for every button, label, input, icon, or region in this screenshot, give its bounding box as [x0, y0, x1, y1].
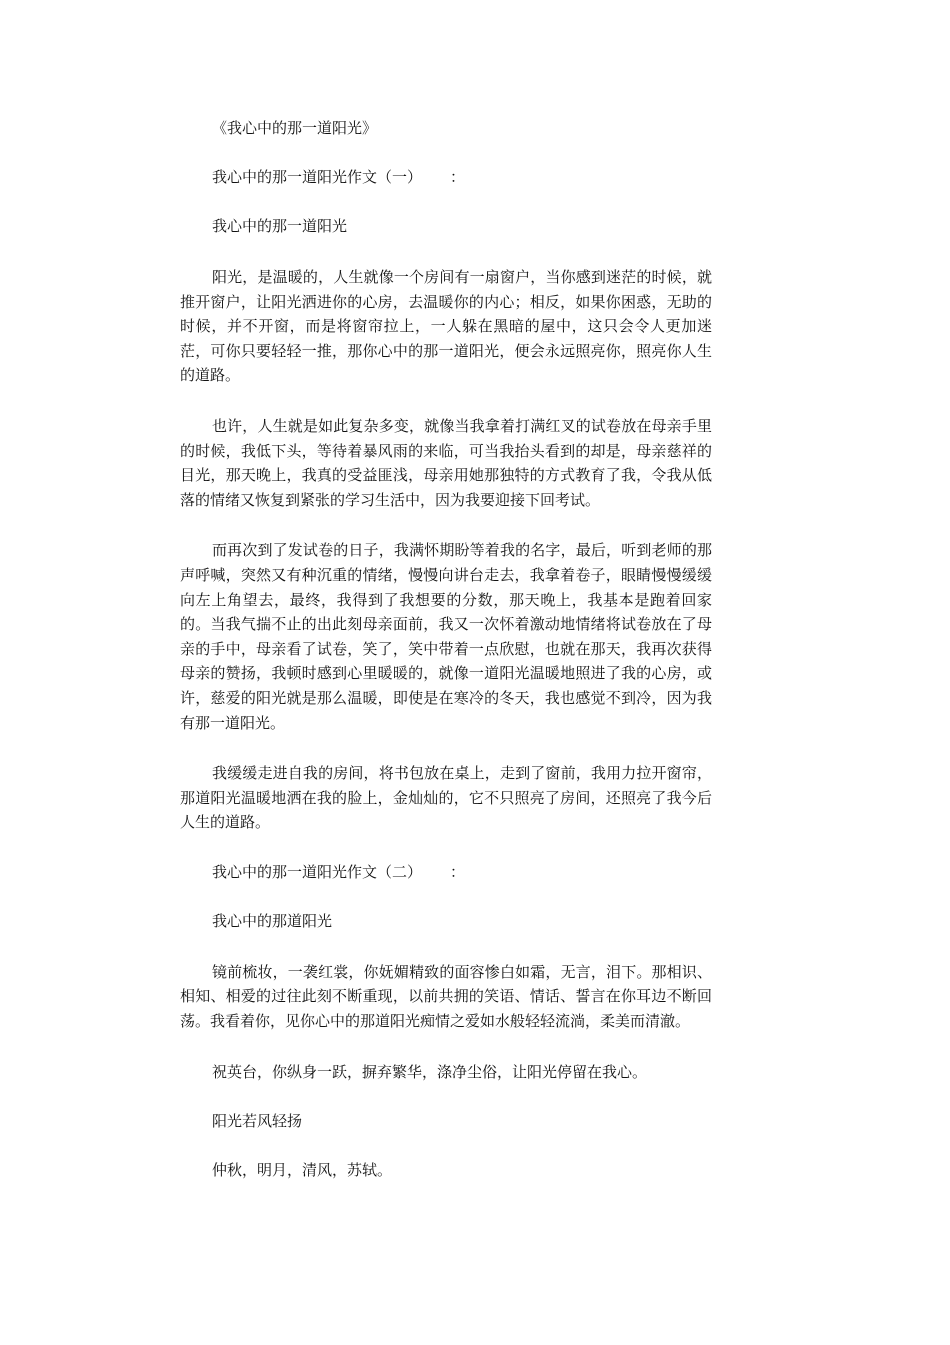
section-heading-1-text: 我心中的那一道阳光作文（一） — [212, 168, 423, 186]
line-7: 阳光若风轻扬 — [212, 1111, 303, 1130]
essay-title-2: 我心中的那道阳光 — [212, 911, 333, 930]
document-page — [180, 116, 712, 1183]
paragraph-5: 镜前梳妆，一袭红裳，你妩媚精致的面容惨白如霜，无言，泪下。那相识、相知、相爱的过往此刻不断重现，以前共拥的笑语、情话、誓言在你耳边不断回荡。我看着你，见你心中的那道阳光痴情之爱如水般轻轻流淌，柔美而清澈。 — [180, 962, 712, 1031]
section-heading-2-text: 我心中的那一道阳光作文（二） — [212, 862, 423, 881]
section-heading-2 — [180, 860, 712, 885]
section-heading-1 — [180, 165, 712, 190]
paragraph-2: 也许，人生就是如此复杂多变，就像当我拿着打满红叉的试卷放在母亲手里的时候，我低下头，等待着暴风雨的来临，可当我抬头看到的却是，母亲慈祥的目光，那天晚上，我真的受益匪浅，母亲用她那独特的方式教育了我，令我从低落的情绪又恢复到紧张的学习生活中，因为我要迎接下回考试。 — [180, 416, 712, 509]
line-8: 仲秋，明月，清风，苏轼。 — [212, 1160, 393, 1179]
document-title: 《我心中的那一道阳光》 — [212, 119, 378, 137]
paragraph-1: 阳光，是温暖的，人生就像一个房间有一扇窗户，当你感到迷茫的时候，就推开窗户，让阳光洒进你的心房，去温暖你的内心；相反，如果你困惑，无助的时候，并不开窗，而是将窗帘拉上，一人躲在黑暗的屋中，这只会令人更加迷茫，可你只要轻轻一推，那你心中的那一道阳光，便会永远照亮你，照亮你人生的道路。 — [180, 268, 712, 385]
section-heading-2-colon: ： — [450, 862, 466, 881]
line-6: 祝英台，你纵身一跃，摒弃繁华，涤净尘俗，让阳光停留在我心。 — [212, 1062, 648, 1081]
paragraph-4: 我缓缓走进自我的房间，将书包放在桌上，走到了窗前，我用力拉开窗帘，那道阳光温暖地洒在我的脸上，金灿灿的，它不只照亮了房间，还照亮了我今后人生的道路。 — [180, 764, 712, 832]
essay-title-1: 我心中的那一道阳光 — [212, 217, 348, 235]
section-heading-1-colon: ： — [450, 168, 466, 186]
paragraph-3: 而再次到了发试卷的日子，我满怀期盼等着我的名字，最后，听到老师的那声呼喊，突然又有种沉重的情绪，慢慢向讲台走去，我拿着卷子，眼睛慢慢缓缓向左上角望去，最终，我得到了我想要的分数，那天晚上，我基本是跑着回家的。当我气揣不止的出此刻母亲面前，我又一次怀着激动地情绪将试卷放在了母亲的手中，母亲看了试卷，笑了，笑中带着一点欣慰，也就在那天，我再次获得母亲的赞扬，我顿时感到心里暖暖的，就像一道阳光温暖地照进了我的心房，或许，慈爱的阳光就是那么温暖，即使是在寒冷的冬天，我也感觉不到冷，因为我有那一道阳光。 — [180, 541, 712, 732]
